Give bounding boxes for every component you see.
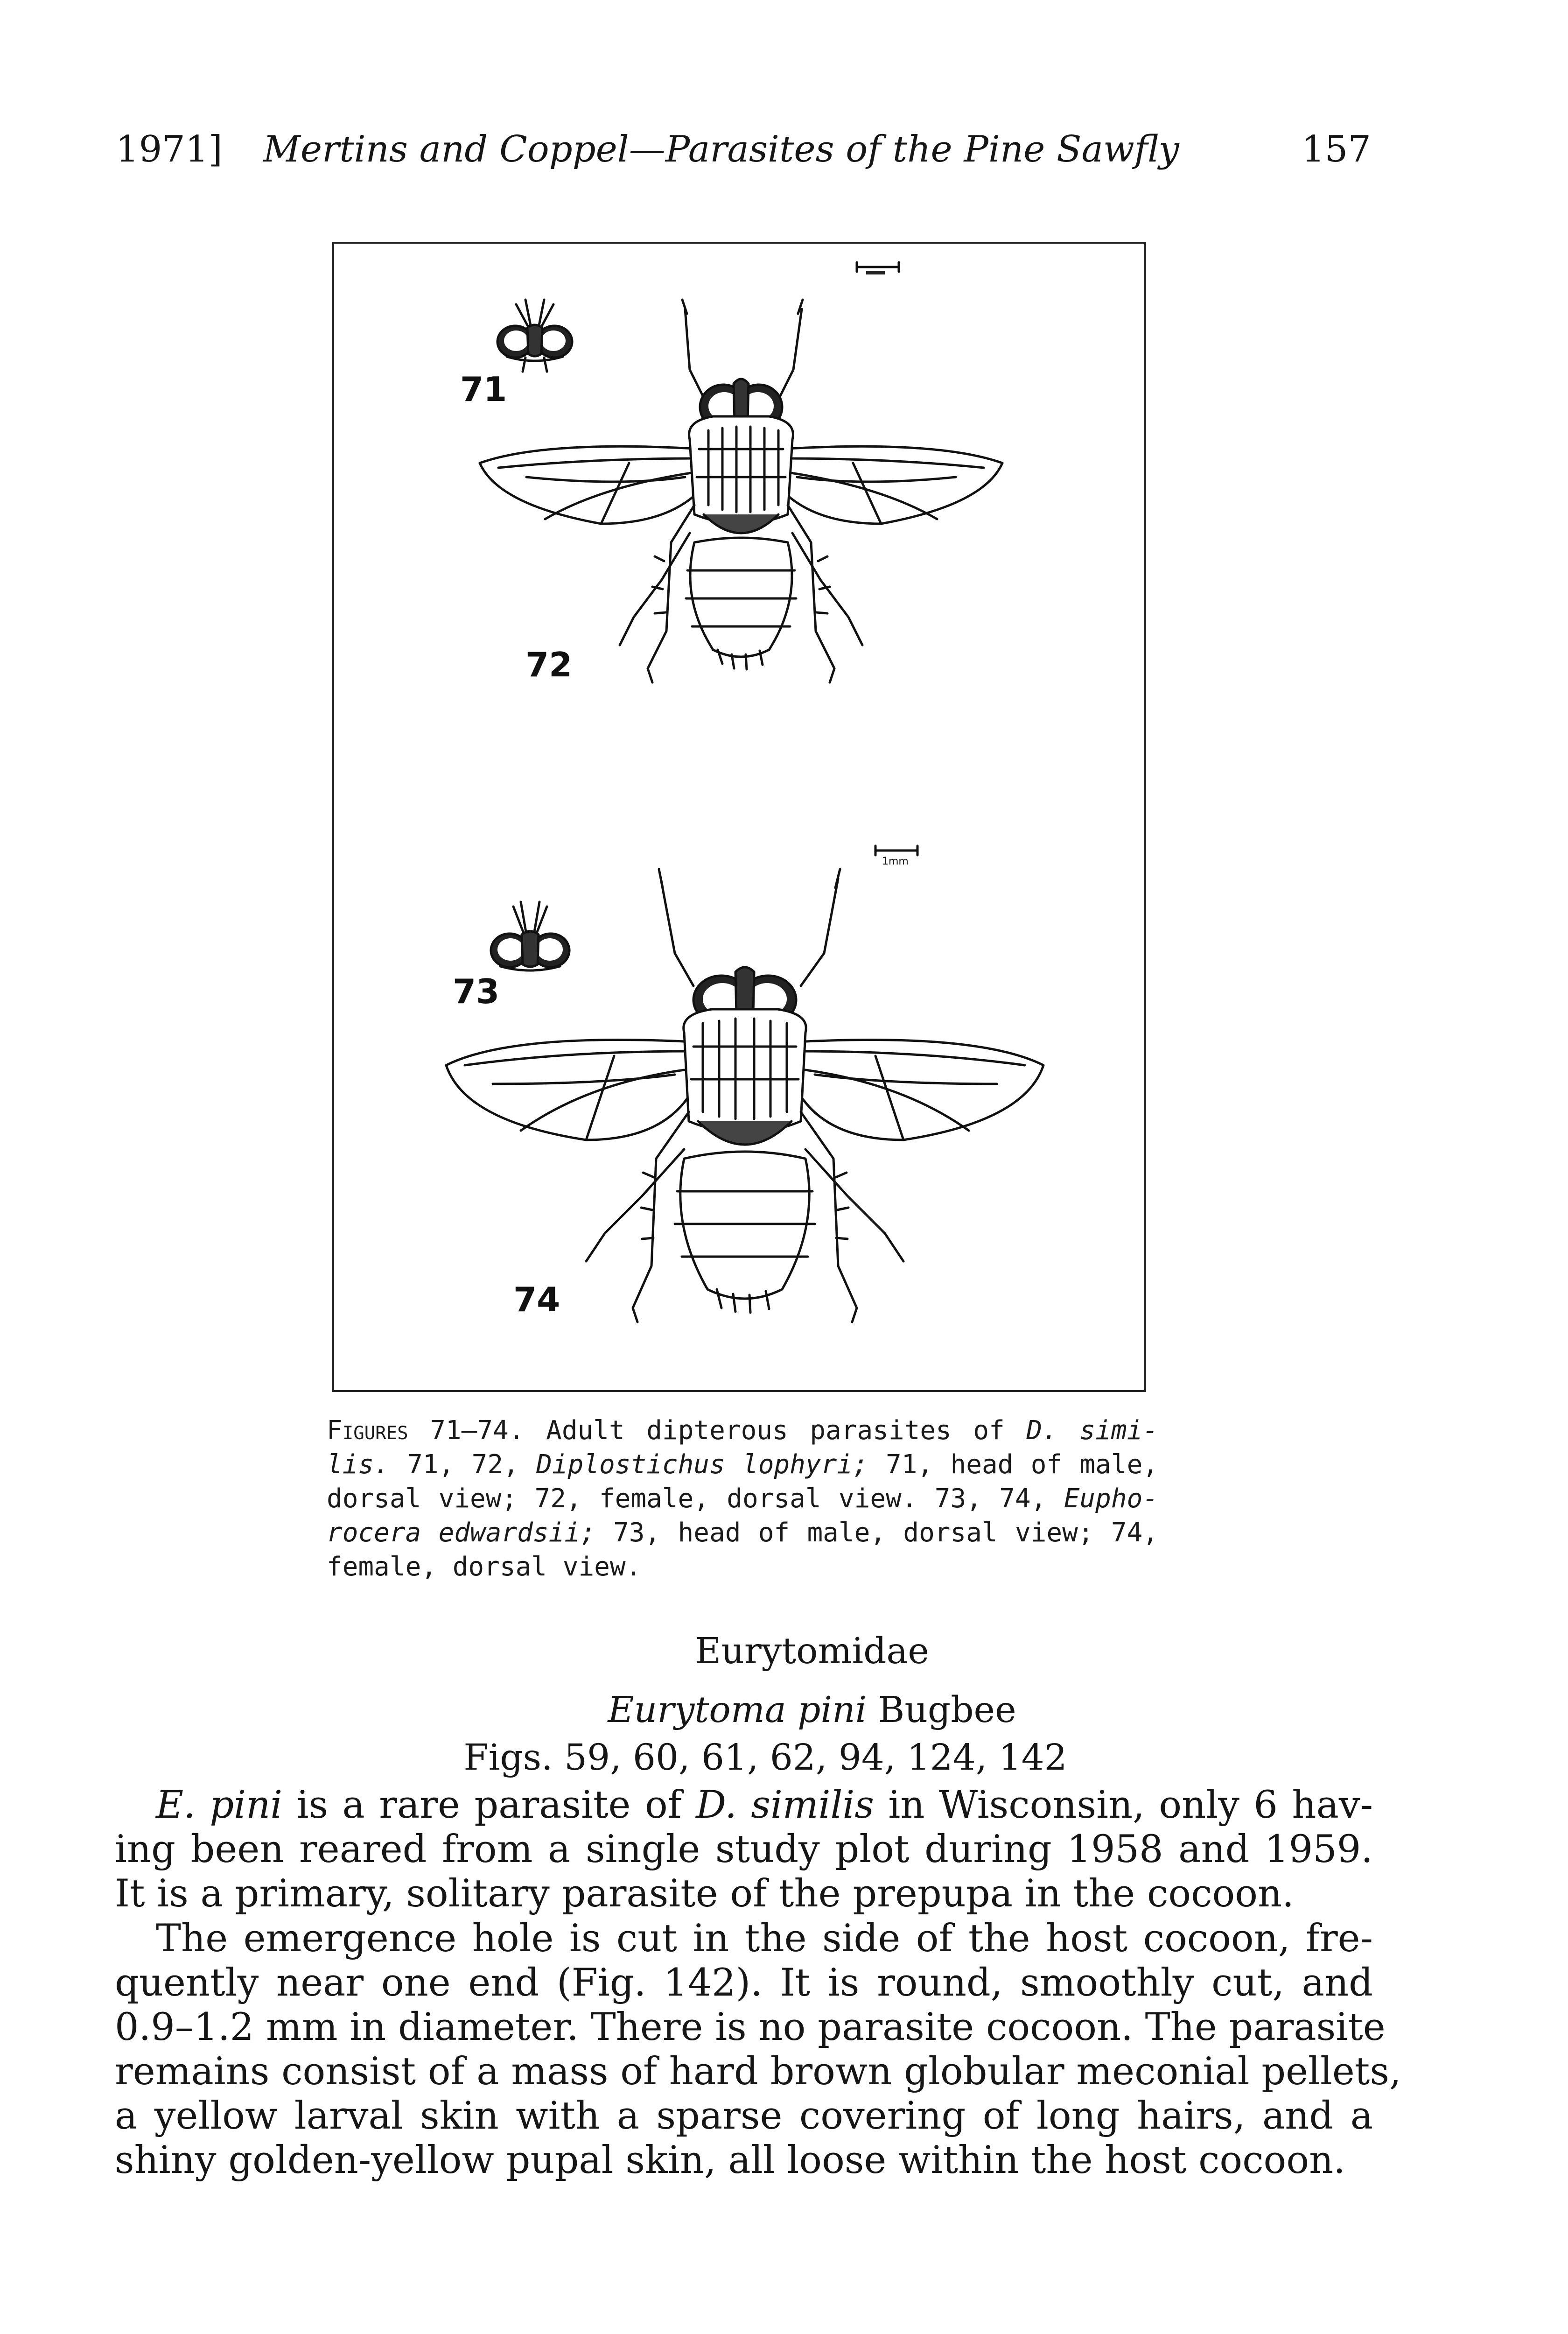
caption-species: Diplostichus lophyri; <box>536 1449 868 1480</box>
caption-line <box>327 1482 1158 1516</box>
caption-species: Eupho- <box>1064 1483 1158 1514</box>
figure-label-73: 73 <box>453 972 500 1011</box>
caption-line <box>327 1516 1158 1550</box>
caption-text: 71, head of male, <box>868 1449 1159 1480</box>
caption-line <box>327 1413 1158 1448</box>
figure-caption <box>327 1413 1158 1584</box>
figure-label-71: 71 <box>460 370 507 409</box>
caption-lead: Figures <box>327 1415 408 1446</box>
caption-species: lis. <box>327 1449 390 1480</box>
species-author: Bugbee <box>867 1689 1016 1731</box>
fig-73-head-drawing <box>491 902 569 970</box>
caption-text: female, dorsal view. <box>327 1552 642 1582</box>
caption-text: 71–74. Adult dipterous parasites of <box>408 1415 1027 1446</box>
caption-line <box>327 1448 1158 1482</box>
species-name: E. pini <box>156 1783 283 1827</box>
paragraph-line <box>115 1783 1373 1828</box>
family-heading: Eurytomidae <box>695 1631 929 1672</box>
paragraph-text: in Wisconsin, only 6 hav- <box>874 1783 1373 1827</box>
paragraph-line: ing been reared from a single study plot during 1958 and 1959. <box>115 1828 1373 1871</box>
fig-71-head-drawing <box>497 300 572 372</box>
paragraph-line: 0.9–1.2 mm in diameter. There is no parasite cocoon. The parasite <box>115 2005 1386 2049</box>
paragraph-line: It is a primary, solitary parasite of the prepupa in the cocoon. <box>115 1872 1294 1916</box>
paragraph-line: quently near one end (Fig. 142). It is round, smoothly cut, and <box>115 1961 1373 2005</box>
body-paragraph-2 <box>115 1917 1401 2183</box>
caption-species: D. simi- <box>1026 1415 1158 1446</box>
figure-label-74: 74 <box>513 1280 560 1319</box>
body-paragraph-1 <box>115 1783 1373 1916</box>
figure-plate <box>332 242 1146 1392</box>
paragraph-text: is a rare parasite of <box>282 1783 696 1827</box>
paragraph-line: The emergence hole is cut in the side of the host cocoon, fre- <box>156 1917 1373 1961</box>
species-heading <box>467 1687 1157 1734</box>
species-name: D. similis <box>696 1783 874 1827</box>
caption-line <box>327 1550 1158 1584</box>
paragraph-line: a yellow larval skin with a sparse covering of long hairs, and a <box>115 2094 1373 2138</box>
running-header <box>116 128 1376 180</box>
caption-text: 71, 72, <box>389 1449 537 1480</box>
header-year: 1971] <box>116 128 223 170</box>
species-name: Eurytoma pini <box>608 1689 867 1731</box>
scale-bar-bottom <box>875 846 917 867</box>
paragraph-line: shiny golden-yellow pupal skin, all loose within the host cocoon. <box>115 2138 1346 2182</box>
header-title: Mertins and Coppel—Parasites of the Pine Sawfly <box>263 128 1179 170</box>
fly-illustrations <box>334 244 1148 1394</box>
scale-bar-top <box>857 262 899 274</box>
paragraph-line: remains consist of a mass of hard brown globular meconial pellets, <box>115 2050 1401 2094</box>
caption-text: dorsal view; 72, female, dorsal view. 73, 74, <box>327 1483 1064 1514</box>
scale-bar-label: 1mm <box>882 856 909 867</box>
caption-text: 73, head of male, dorsal view; 74, <box>595 1518 1158 1548</box>
figure-label-72: 72 <box>525 645 573 684</box>
caption-species: rocera edwardsii; <box>327 1518 596 1548</box>
page-number: 157 <box>1302 128 1371 170</box>
figs-reference: Figs. 59, 60, 61, 62, 94, 124, 142 <box>463 1737 1067 1779</box>
